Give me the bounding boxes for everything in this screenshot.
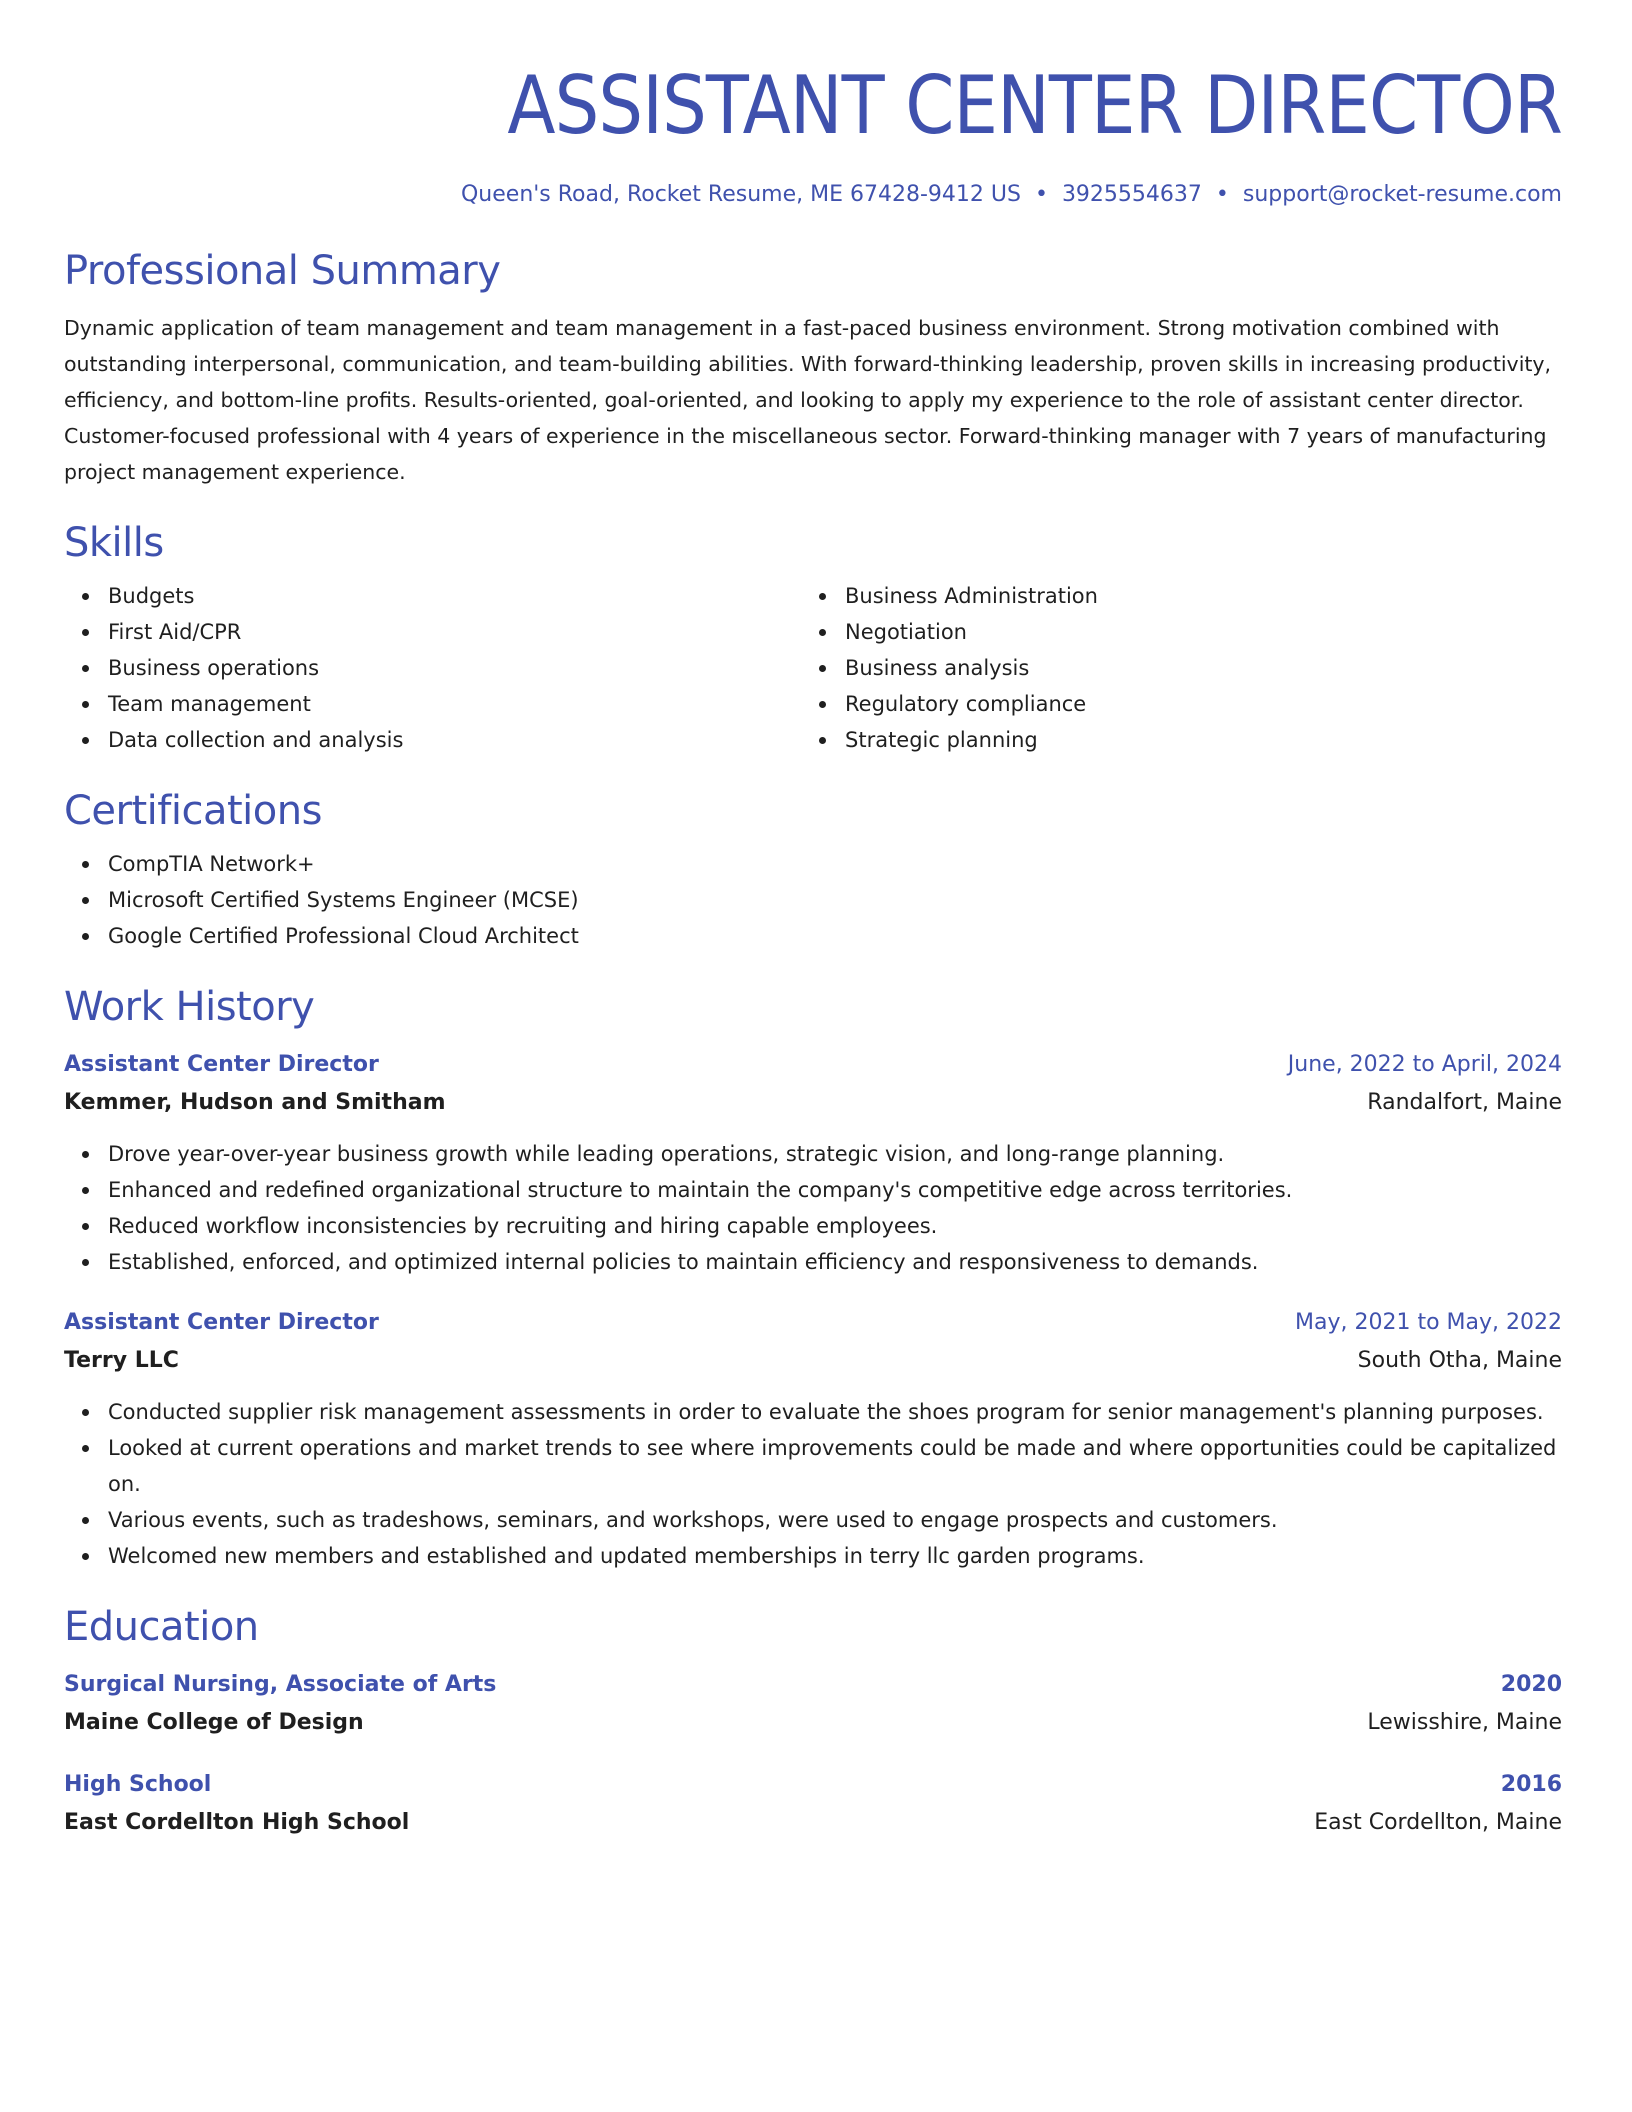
job-bullets	[64, 1136, 1562, 1280]
job-bullet: Welcomed new members and established and updated memberships in terry llc garden programs.	[108, 1538, 1562, 1574]
education-year: 2016	[1500, 1772, 1562, 1797]
resume-header	[64, 0, 1562, 210]
education-location: East Cordellton, Maine	[1314, 1810, 1562, 1835]
certification-item: Google Certified Professional Cloud Architect	[108, 918, 1562, 954]
job-title-row	[64, 1046, 1562, 1084]
separator-bullet: •	[1215, 182, 1229, 207]
education-heading: Education	[64, 1604, 259, 1650]
certifications-list	[64, 846, 1562, 954]
certifications-section	[64, 786, 1562, 954]
job-bullet: Conducted supplier risk management assessments in order to evaluate the shoes program for senior management's planning purposes.	[108, 1394, 1562, 1430]
skill-item: Negotiation	[845, 614, 1538, 650]
skill-item: Regulatory compliance	[845, 686, 1538, 722]
skill-item: Business analysis	[845, 650, 1538, 686]
skill-item: Strategic planning	[845, 722, 1538, 758]
email-link[interactable]: support@rocket-resume.com	[1242, 182, 1562, 207]
job-location: South Otha, Maine	[1357, 1348, 1562, 1373]
work-history-section	[64, 982, 1562, 1574]
skills-list-right	[801, 578, 1538, 758]
skills-heading: Skills	[64, 520, 164, 566]
education-school-row	[64, 1704, 1562, 1742]
resume-page	[64, 0, 1562, 1842]
job-location: Randalfort, Maine	[1367, 1090, 1562, 1115]
job-entry	[64, 1304, 1562, 1574]
education-school: East Cordellton High School	[64, 1810, 410, 1835]
skill-item: Team management	[108, 686, 801, 722]
education-school-row	[64, 1804, 1562, 1842]
candidate-name: ASSISTANT CENTER DIRECTOR	[507, 59, 1563, 152]
education-section	[64, 1602, 1562, 1842]
job-title: Assistant Center Director	[64, 1310, 379, 1335]
job-bullet: Established, enforced, and optimized internal policies to maintain efficiency and responsiveness to demands.	[108, 1244, 1562, 1280]
summary-heading: Professional Summary	[64, 248, 501, 294]
job-company: Kemmer, Hudson and Smitham	[64, 1090, 446, 1115]
skills-grid	[64, 578, 1562, 758]
job-bullet: Drove year-over-year business growth while leading operations, strategic vision, and long-range planning.	[108, 1136, 1562, 1172]
job-bullet: Enhanced and redefined organizational structure to maintain the company's competitive edge across territories.	[108, 1172, 1562, 1208]
certification-item: CompTIA Network+	[108, 846, 1562, 882]
job-dates: May, 2021 to May, 2022	[1295, 1310, 1562, 1335]
education-year: 2020	[1500, 1672, 1562, 1697]
skill-item: Budgets	[108, 578, 801, 614]
education-school: Maine College of Design	[64, 1710, 364, 1735]
job-bullet: Various events, such as tradeshows, seminars, and workshops, were used to engage prospects and customers.	[108, 1502, 1562, 1538]
job-bullet: Looked at current operations and market trends to see where improvements could be made and where opportunities could be capitalized on.	[108, 1430, 1562, 1502]
job-bullets	[64, 1394, 1562, 1574]
job-company: Terry LLC	[64, 1348, 179, 1373]
summary-text: Dynamic application of team management and team management in a fast-paced business environment. Strong motivation combined with outstanding interpersonal, communication, and team-building abilities. With forward-thinking leadership, proven skills in increasing productivity, efficiency, and bottom-line profits. Results-oriented, goal-oriented, and looking to apply my experience to the role of assistant center director. Customer-focused professional with 4 years of experience in the miscellaneous sector. Forward-thinking manager with 7 years of manufacturing project management experience.	[64, 316, 1552, 484]
job-title: Assistant Center Director	[64, 1052, 379, 1077]
job-company-row	[64, 1342, 1562, 1380]
skills-list-left	[64, 578, 801, 758]
skill-item: Data collection and analysis	[108, 722, 801, 758]
job-company-row	[64, 1084, 1562, 1122]
education-entry	[64, 1666, 1562, 1742]
skill-item: First Aid/CPR	[108, 614, 801, 650]
address-text: Queen's Road, Rocket Resume, ME 67428-9412 US	[460, 182, 1021, 207]
separator-bullet: •	[1034, 182, 1048, 207]
education-entry	[64, 1766, 1562, 1842]
phone-text[interactable]: 3925554637	[1061, 182, 1202, 207]
education-location: Lewisshire, Maine	[1367, 1710, 1562, 1735]
job-dates: June, 2022 to April, 2024	[1287, 1052, 1562, 1077]
education-degree: High School	[64, 1772, 212, 1797]
job-entry	[64, 1046, 1562, 1280]
certifications-heading: Certifications	[64, 788, 322, 834]
job-bullet: Reduced workflow inconsistencies by recruiting and hiring capable employees.	[108, 1208, 1562, 1244]
work-history-heading: Work History	[64, 984, 315, 1030]
contact-line	[64, 180, 1562, 210]
education-degree-row	[64, 1766, 1562, 1804]
summary-section	[64, 246, 1562, 490]
skill-item: Business operations	[108, 650, 801, 686]
job-title-row	[64, 1304, 1562, 1342]
education-degree: Surgical Nursing, Associate of Arts	[64, 1672, 497, 1697]
education-degree-row	[64, 1666, 1562, 1704]
certification-item: Microsoft Certified Systems Engineer (MCSE)	[108, 882, 1562, 918]
skill-item: Business Administration	[845, 578, 1538, 614]
skills-section	[64, 518, 1562, 758]
